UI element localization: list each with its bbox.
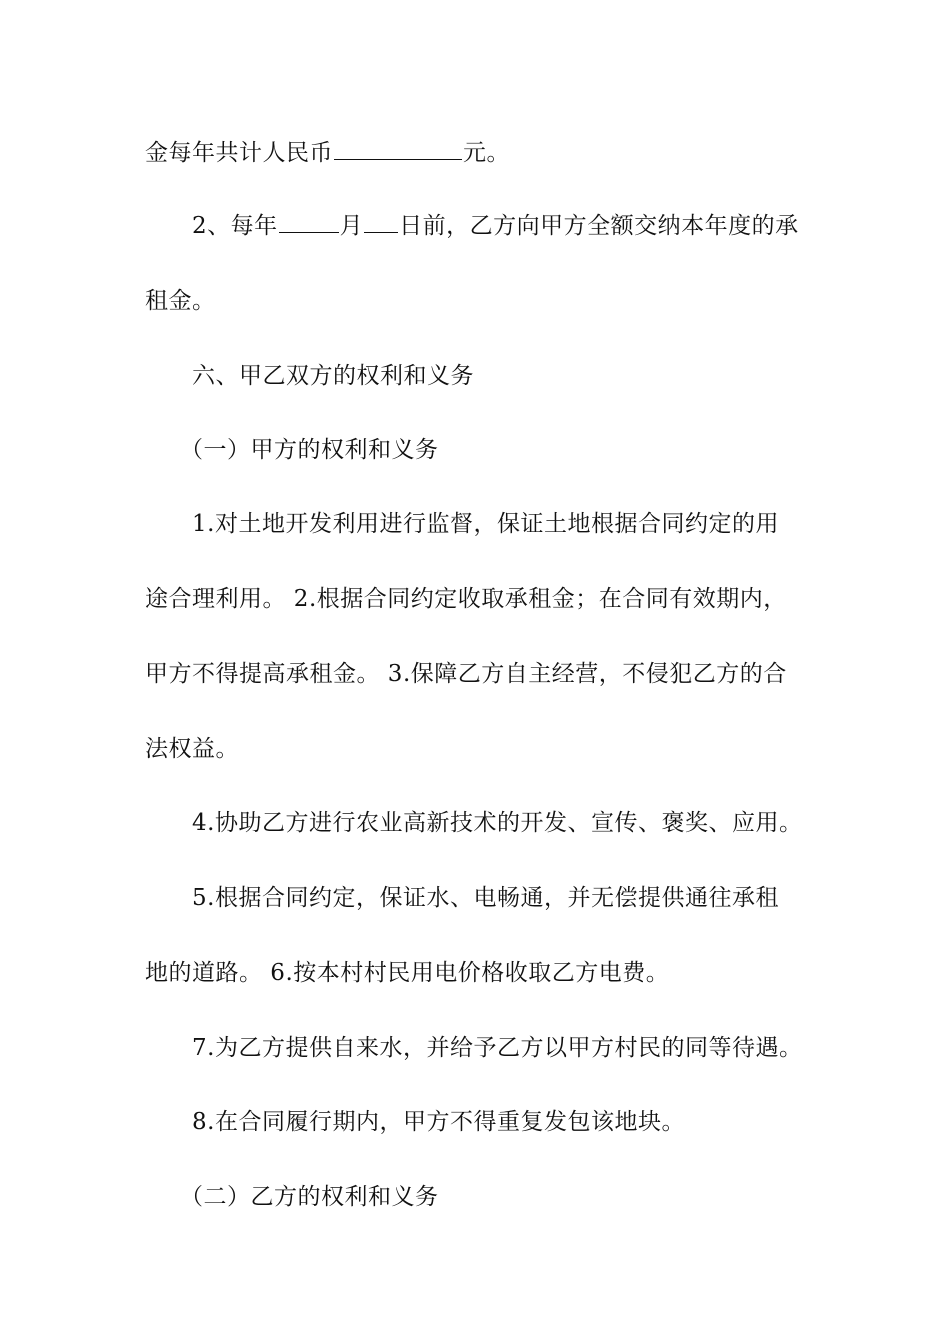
subsection-heading: （二）乙方的权利和义务 <box>180 1184 439 1210</box>
paragraph-line-payment-date <box>192 211 799 241</box>
fill-in-blank-month <box>279 212 339 233</box>
text-segment: 元。 <box>463 140 510 166</box>
subsection-heading: （一）甲方的权利和义务 <box>180 437 439 463</box>
paragraph-line: 4.协助乙方进行农业高新技术的开发、宣传、褒奖、应用。 <box>192 810 803 836</box>
text-segment: 金每年共计人民币 <box>145 140 333 166</box>
fill-in-blank-day <box>364 212 398 233</box>
paragraph-line: 7.为乙方提供自来水，并给予乙方以甲方村民的同等待遇。 <box>192 1035 803 1061</box>
paragraph-line: 5.根据合同约定，保证水、电畅通，并无偿提供通往承租 <box>192 885 779 911</box>
paragraph-line: 1.对土地开发利用进行监督，保证土地根据合同约定的用 <box>192 511 779 537</box>
paragraph-line: 甲方不得提高承租金。 3.保障乙方自主经营，不侵犯乙方的合 <box>145 661 787 687</box>
paragraph-line: 法权益。 <box>145 736 239 762</box>
paragraph-line: 租金。 <box>145 288 216 314</box>
paragraph-line: 地的道路。 6.按本村村民用电价格收取乙方电费。 <box>145 960 670 986</box>
paragraph-line: 途合理利用。 2.根据合同约定收取承租金；在合同有效期内， <box>145 586 787 612</box>
text-segment: 日前，乙方向甲方全额交纳本年度的承 <box>399 213 799 239</box>
text-segment: 月 <box>339 213 364 239</box>
fill-in-blank-amount <box>334 139 462 160</box>
paragraph-line-rent-total <box>145 138 510 168</box>
paragraph-line: 8.在合同履行期内，甲方不得重复发包该地块。 <box>192 1109 685 1135</box>
section-heading: 六、甲乙双方的权利和义务 <box>192 363 474 389</box>
text-segment: 2、每年 <box>192 213 278 239</box>
